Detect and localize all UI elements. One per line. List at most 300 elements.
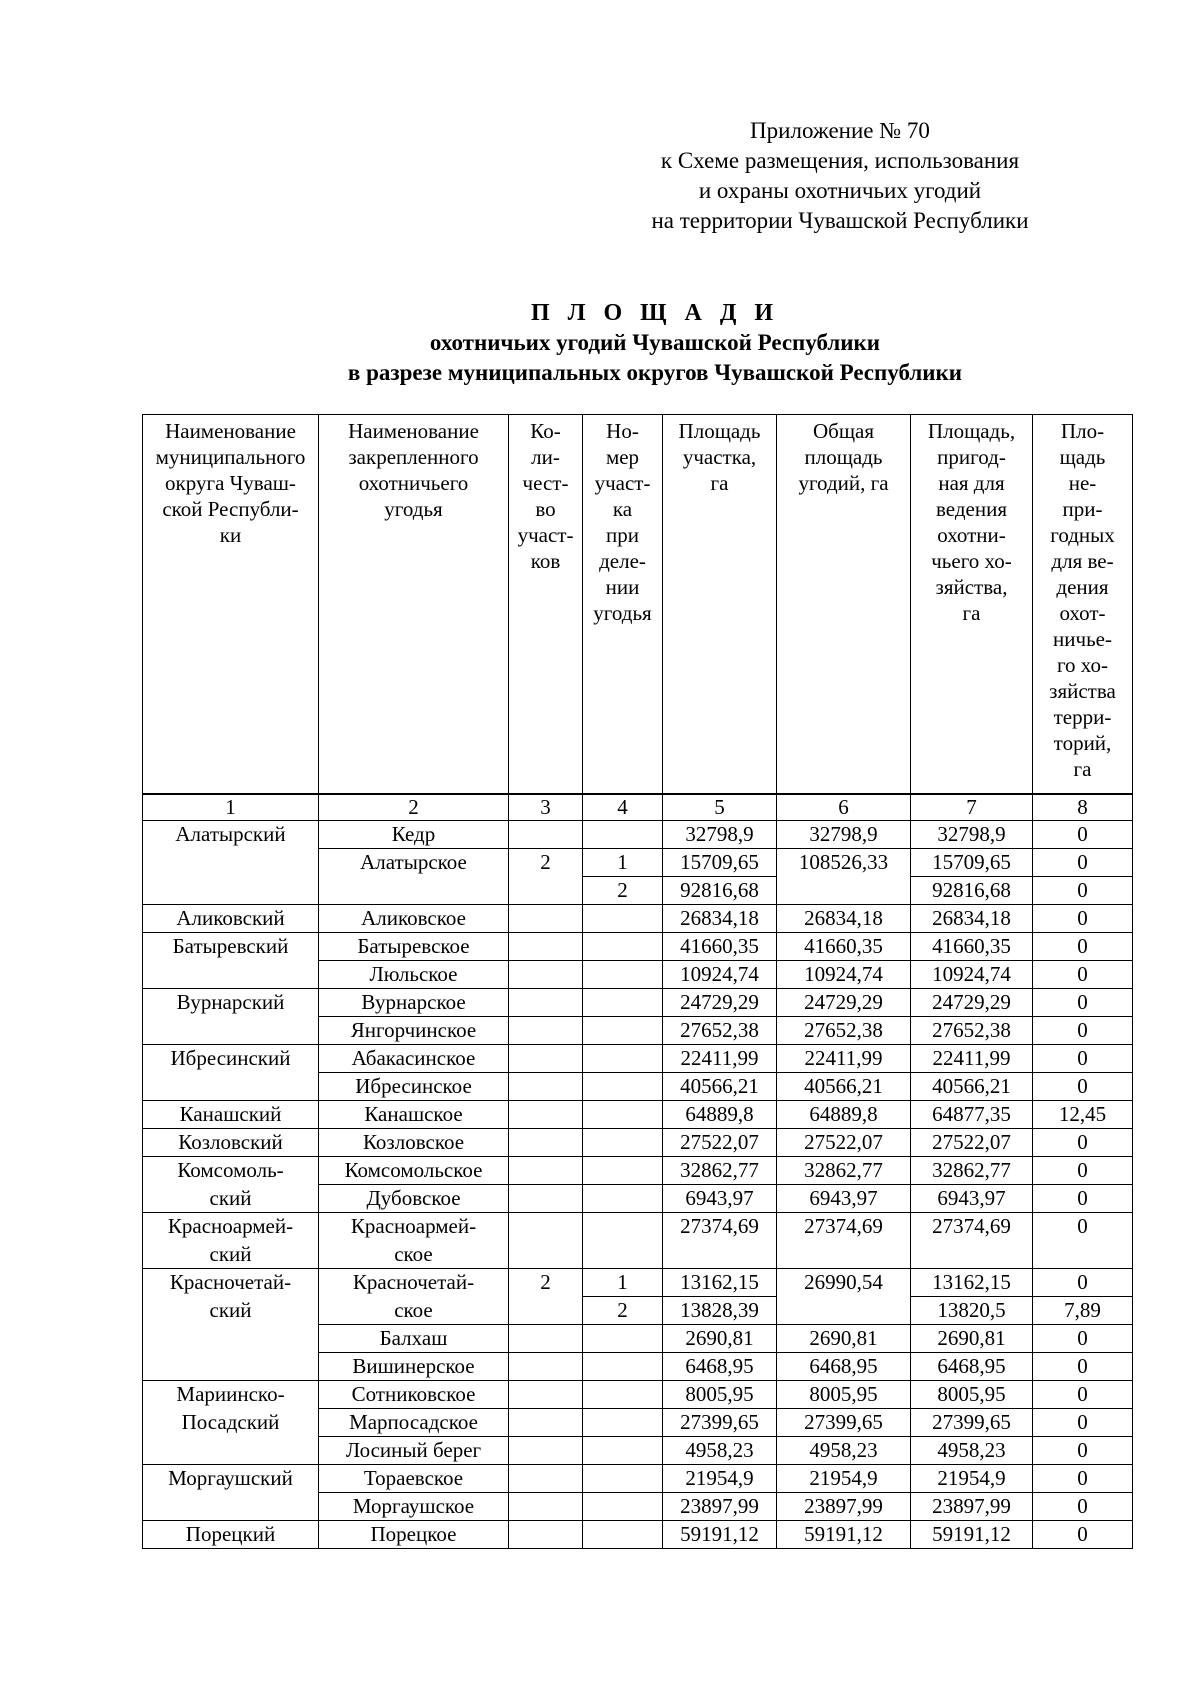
table-cell	[583, 1101, 663, 1129]
table-cell: Алатырский	[143, 821, 319, 849]
table-cell	[509, 1213, 583, 1241]
table-cell	[509, 1353, 583, 1381]
table-cell: 27522,07	[911, 1129, 1033, 1157]
table-cell: 32862,77	[777, 1157, 911, 1185]
table-cell	[583, 933, 663, 961]
table-cell: Марпосадское	[319, 1409, 509, 1437]
table-cell: 6943,97	[777, 1185, 911, 1213]
header-line: ки	[219, 523, 242, 547]
table-cell	[583, 1381, 663, 1409]
table-cell	[509, 989, 583, 1017]
table-cell: 2	[583, 1297, 663, 1325]
table-cell: 41660,35	[663, 933, 777, 961]
header-line: Площадь,	[927, 419, 1016, 443]
header-line: не-	[1068, 471, 1097, 495]
table-cell: 7,89	[1033, 1297, 1133, 1325]
table-cell	[509, 1017, 583, 1045]
table-cell	[777, 1241, 911, 1269]
table-cell: 10924,74	[911, 961, 1033, 989]
table-cell: 15709,65	[663, 849, 777, 877]
table-cell: 24729,29	[911, 989, 1033, 1017]
table-cell: 0	[1033, 1353, 1133, 1381]
heading-subtitle: в разрезе муниципальных округов Чувашской Республики	[347, 360, 963, 385]
table-cell: 23897,99	[663, 1493, 777, 1521]
table-cell: Люльское	[319, 961, 509, 989]
table-cell: Ибресинский	[143, 1045, 319, 1073]
header-line: пригод-	[937, 445, 1006, 469]
table-cell: 41660,35	[911, 933, 1033, 961]
table-cell: Красночетай-	[319, 1269, 509, 1297]
table-cell: 22411,99	[911, 1045, 1033, 1073]
table-cell	[319, 877, 509, 905]
appendix-line: на территории Чувашской Республики	[651, 208, 1029, 233]
table-cell: 24729,29	[663, 989, 777, 1017]
table-row	[143, 1297, 1133, 1325]
table-row	[143, 1129, 1133, 1157]
table-cell: Янгорчинское	[319, 1017, 509, 1045]
table-cell	[143, 1017, 319, 1045]
table-cell	[777, 1297, 911, 1325]
header-line: ков	[530, 549, 561, 573]
table-cell: 26990,54	[777, 1269, 911, 1297]
table-cell: Вишинерское	[319, 1353, 509, 1381]
table-cell: ское	[319, 1297, 509, 1325]
table-cell	[509, 905, 583, 933]
table-cell: 27522,07	[777, 1129, 911, 1157]
table-cell: Лосиный берег	[319, 1437, 509, 1465]
table-cell: Порецкое	[319, 1521, 509, 1549]
header-line: ли-	[531, 445, 560, 469]
table-cell: Порецкий	[143, 1521, 319, 1549]
header-line: ничье-	[1053, 627, 1112, 651]
header-line: ведения	[936, 497, 1007, 521]
table-row	[143, 1073, 1133, 1101]
table-cell: Козловское	[319, 1129, 509, 1157]
column-header	[1033, 415, 1133, 795]
table-cell: 0	[1033, 933, 1133, 961]
table-cell: 2	[509, 1269, 583, 1297]
table-cell	[583, 905, 663, 933]
table-cell: 0	[1033, 877, 1133, 905]
table-cell	[1033, 1241, 1133, 1269]
column-number: 2	[319, 794, 509, 821]
table-row	[143, 821, 1133, 849]
table-cell: Аликовское	[319, 905, 509, 933]
table-cell: 23897,99	[777, 1493, 911, 1521]
table-cell: 2	[509, 849, 583, 877]
column-number: 1	[143, 794, 319, 821]
table-cell: 0	[1033, 989, 1133, 1017]
table-cell	[583, 1185, 663, 1213]
header-line: для ве-	[1051, 549, 1114, 573]
table-cell	[143, 1353, 319, 1381]
header-line: округа Чуваш-	[165, 471, 296, 495]
table-cell	[509, 1493, 583, 1521]
column-header	[777, 415, 911, 795]
table-cell	[583, 1493, 663, 1521]
table-cell: 6468,95	[777, 1353, 911, 1381]
header-line: дения	[1056, 575, 1109, 599]
table-cell: 59191,12	[663, 1521, 777, 1549]
header-line: Площадь	[678, 419, 761, 443]
table-cell: 0	[1033, 1325, 1133, 1353]
table-cell: 8005,95	[911, 1381, 1033, 1409]
table-row	[143, 1269, 1133, 1297]
header-line: угодья	[384, 497, 443, 521]
table-cell: Канашское	[319, 1101, 509, 1129]
table-cell	[509, 1297, 583, 1325]
table-cell: 26834,18	[911, 905, 1033, 933]
table-row	[143, 1465, 1133, 1493]
table-cell: 1	[583, 849, 663, 877]
column-header	[143, 415, 319, 795]
table-cell: Козловский	[143, 1129, 319, 1157]
table-cell	[583, 989, 663, 1017]
table-cell: 13162,15	[663, 1269, 777, 1297]
table-cell: Мариинско-	[143, 1381, 319, 1409]
table-cell	[583, 1325, 663, 1353]
table-cell: Аликовский	[143, 905, 319, 933]
table-cell	[143, 1325, 319, 1353]
appendix-block	[560, 116, 1120, 236]
header-line: торий,	[1053, 731, 1112, 755]
table-cell: Моргаушское	[319, 1493, 509, 1521]
table-cell	[509, 1465, 583, 1493]
table-row	[143, 1437, 1133, 1465]
header-line: при-	[1062, 497, 1103, 521]
table-row	[143, 905, 1133, 933]
header-line: деле-	[599, 549, 646, 573]
table-cell: 8005,95	[777, 1381, 911, 1409]
table-cell	[583, 961, 663, 989]
table-cell: 12,45	[1033, 1101, 1133, 1129]
heading-subtitle: охотничьих угодий Чувашской Республики	[429, 330, 881, 355]
column-header	[911, 415, 1033, 795]
table-cell: 92816,68	[911, 877, 1033, 905]
table-cell: 0	[1033, 905, 1133, 933]
table-cell: Красноармей-	[143, 1213, 319, 1241]
table-cell: 8005,95	[663, 1381, 777, 1409]
column-header	[663, 415, 777, 795]
header-line: щадь	[1059, 445, 1106, 469]
table-cell: Тораевское	[319, 1465, 509, 1493]
table-cell: 40566,21	[777, 1073, 911, 1101]
table-cell: Батыревский	[143, 933, 319, 961]
areas-table	[142, 414, 1133, 1549]
table-cell: 32862,77	[911, 1157, 1033, 1185]
table-cell: 6943,97	[663, 1185, 777, 1213]
header-line: охотничьего	[358, 471, 469, 495]
table-cell: 21954,9	[777, 1465, 911, 1493]
table-cell: Балхаш	[319, 1325, 509, 1353]
table-row	[143, 1101, 1133, 1129]
table-cell: 10924,74	[663, 961, 777, 989]
table-row	[143, 1017, 1133, 1045]
table-row	[143, 1381, 1133, 1409]
header-line: при	[606, 523, 639, 547]
table-cell	[583, 1353, 663, 1381]
table-cell: 41660,35	[777, 933, 911, 961]
table-cell: Комсомоль-	[143, 1157, 319, 1185]
table-row	[143, 1045, 1133, 1073]
column-number-row	[143, 794, 1133, 821]
table-cell: Кедр	[319, 821, 509, 849]
table-cell	[583, 1157, 663, 1185]
appendix-line: к Схеме размещения, использования	[660, 148, 1020, 173]
table-cell	[583, 1521, 663, 1549]
table-cell: 21954,9	[911, 1465, 1033, 1493]
table-cell	[663, 1241, 777, 1269]
table-cell: 59191,12	[911, 1521, 1033, 1549]
appendix-line: и охраны охотничьих угодий	[698, 178, 982, 203]
header-line: ка	[612, 497, 633, 521]
table-cell: 0	[1033, 1465, 1133, 1493]
table-cell: ский	[143, 1297, 319, 1325]
header-line: нии	[605, 575, 640, 599]
table-cell	[509, 1185, 583, 1213]
header-line: га	[710, 471, 729, 495]
table-cell: 10924,74	[777, 961, 911, 989]
table-cell	[583, 1437, 663, 1465]
table-row	[143, 877, 1133, 905]
table-cell: 13828,39	[663, 1297, 777, 1325]
table-cell: 0	[1033, 1409, 1133, 1437]
table-cell: ское	[319, 1241, 509, 1269]
header-line: Общая	[812, 419, 874, 443]
table-cell: Моргаушский	[143, 1465, 319, 1493]
table-cell	[583, 1017, 663, 1045]
table-cell: 0	[1033, 1381, 1133, 1409]
table-cell: 108526,33	[777, 849, 911, 877]
table-cell: 32798,9	[663, 821, 777, 849]
heading-title: П Л О Щ А Д И	[530, 300, 780, 326]
table-cell: Посадский	[143, 1409, 319, 1437]
table-row	[143, 933, 1133, 961]
table-cell: Абакасинское	[319, 1045, 509, 1073]
table-cell	[509, 1241, 583, 1269]
table-cell	[143, 961, 319, 989]
table-cell: 27652,38	[777, 1017, 911, 1045]
table-cell	[509, 1101, 583, 1129]
table-cell: 27522,07	[663, 1129, 777, 1157]
column-number: 4	[583, 794, 663, 821]
table-cell: 27399,65	[663, 1409, 777, 1437]
table-cell	[509, 1045, 583, 1073]
table-cell: 27399,65	[911, 1409, 1033, 1437]
column-header	[583, 415, 663, 795]
table-cell	[509, 933, 583, 961]
table-cell	[583, 821, 663, 849]
table-cell: 2690,81	[911, 1325, 1033, 1353]
table-cell: 0	[1033, 1185, 1133, 1213]
table-cell: 26834,18	[663, 905, 777, 933]
column-number: 6	[777, 794, 911, 821]
table-cell: 0	[1033, 1045, 1133, 1073]
table-cell: 22411,99	[777, 1045, 911, 1073]
table-cell	[509, 1409, 583, 1437]
header-line: чьего хо-	[931, 549, 1012, 573]
table-cell: 2690,81	[777, 1325, 911, 1353]
table-cell: 0	[1033, 849, 1133, 877]
table-cell	[143, 1073, 319, 1101]
header-line: зяйства	[1049, 679, 1116, 703]
column-number: 8	[1033, 794, 1133, 821]
document-heading	[140, 298, 1170, 388]
header-line: Пло-	[1060, 419, 1105, 443]
header-line: зяйства,	[935, 575, 1008, 599]
table-cell: Комсомольское	[319, 1157, 509, 1185]
table-cell	[583, 1241, 663, 1269]
header-line: охот-	[1059, 601, 1106, 625]
header-line: Ко-	[530, 419, 561, 443]
table-cell: Алатырское	[319, 849, 509, 877]
table-cell: Вурнарский	[143, 989, 319, 1017]
table-cell	[509, 1073, 583, 1101]
table-cell: 0	[1033, 1521, 1133, 1549]
table-cell	[509, 1325, 583, 1353]
table-cell: 40566,21	[663, 1073, 777, 1101]
table-cell: 6943,97	[911, 1185, 1033, 1213]
table-cell: 1	[583, 1269, 663, 1297]
header-line: во	[535, 497, 556, 521]
header-line: Наименование	[165, 419, 296, 443]
table-cell: 4958,23	[911, 1437, 1033, 1465]
table-cell: 32862,77	[663, 1157, 777, 1185]
header-line: участка,	[682, 445, 757, 469]
table-cell	[777, 877, 911, 905]
table-cell: Вурнарское	[319, 989, 509, 1017]
table-cell: 0	[1033, 1073, 1133, 1101]
table-cell: 40566,21	[911, 1073, 1033, 1101]
table-cell: 4958,23	[777, 1437, 911, 1465]
table-cell: 4958,23	[663, 1437, 777, 1465]
header-line: закрепленного	[348, 445, 479, 469]
header-line: га	[962, 601, 981, 625]
table-cell	[509, 821, 583, 849]
table-cell: ский	[143, 1241, 319, 1269]
table-cell: 13162,15	[911, 1269, 1033, 1297]
table-row	[143, 1185, 1133, 1213]
table-cell: Канашский	[143, 1101, 319, 1129]
header-line: угодий, га	[798, 471, 889, 495]
table-cell	[509, 1157, 583, 1185]
header-line: мер	[605, 445, 640, 469]
table-row	[143, 1493, 1133, 1521]
table-cell	[583, 1073, 663, 1101]
table-header-row	[143, 415, 1133, 795]
table-cell	[509, 1521, 583, 1549]
table-cell: 0	[1033, 1493, 1133, 1521]
header-line: терри-	[1053, 705, 1112, 729]
table-cell: 64889,8	[777, 1101, 911, 1129]
table-cell	[509, 1129, 583, 1157]
table-cell	[911, 1241, 1033, 1269]
header-line: муниципального	[155, 445, 306, 469]
table-cell: 15709,65	[911, 849, 1033, 877]
table-cell: 64877,35	[911, 1101, 1033, 1129]
table-cell: Дубовское	[319, 1185, 509, 1213]
table-cell	[583, 1129, 663, 1157]
table-cell: 23897,99	[911, 1493, 1033, 1521]
table-cell: 6468,95	[911, 1353, 1033, 1381]
header-line: годных	[1050, 523, 1115, 547]
table-cell: 6468,95	[663, 1353, 777, 1381]
table-cell: 32798,9	[777, 821, 911, 849]
table-cell: Красночетай-	[143, 1269, 319, 1297]
table-cell: 26834,18	[777, 905, 911, 933]
table-cell: 0	[1033, 1213, 1133, 1241]
appendix-line: Приложение № 70	[750, 118, 930, 143]
table-cell: 59191,12	[777, 1521, 911, 1549]
header-line: чест-	[522, 471, 569, 495]
table-cell	[143, 849, 319, 877]
header-line: Но-	[606, 419, 639, 443]
table-cell: Сотниковское	[319, 1381, 509, 1409]
column-header	[509, 415, 583, 795]
table-cell: 0	[1033, 821, 1133, 849]
column-number: 5	[663, 794, 777, 821]
table-cell: 21954,9	[663, 1465, 777, 1493]
table-cell: 2	[583, 877, 663, 905]
header-line: участ-	[517, 523, 574, 547]
header-line: участ-	[594, 471, 651, 495]
table-cell: 0	[1033, 1017, 1133, 1045]
column-header	[319, 415, 509, 795]
table-cell: 27374,69	[777, 1213, 911, 1241]
header-line: Наименование	[348, 419, 479, 443]
table-row	[143, 1241, 1133, 1269]
table-cell: Красноармей-	[319, 1213, 509, 1241]
table-cell: 32798,9	[911, 821, 1033, 849]
table-row	[143, 989, 1133, 1017]
table-row	[143, 1409, 1133, 1437]
table-cell	[143, 1437, 319, 1465]
table-row	[143, 1521, 1133, 1549]
table-cell: 27374,69	[663, 1213, 777, 1241]
table-cell: ский	[143, 1185, 319, 1213]
table-cell	[583, 1213, 663, 1241]
table-cell	[583, 1465, 663, 1493]
table-cell: 22411,99	[663, 1045, 777, 1073]
table-row	[143, 1213, 1133, 1241]
table-cell	[583, 1045, 663, 1073]
table-cell: 27374,69	[911, 1213, 1033, 1241]
table-cell: 0	[1033, 961, 1133, 989]
header-line: площадь	[804, 445, 883, 469]
table-cell: 0	[1033, 1437, 1133, 1465]
header-line: охотни-	[937, 523, 1006, 547]
table-cell	[509, 961, 583, 989]
table-cell	[509, 877, 583, 905]
header-line: го хо-	[1056, 653, 1109, 677]
table-cell: 0	[1033, 1269, 1133, 1297]
table-cell: 27399,65	[777, 1409, 911, 1437]
table-cell	[143, 877, 319, 905]
table-row	[143, 849, 1133, 877]
table-row	[143, 1157, 1133, 1185]
table-cell: 2690,81	[663, 1325, 777, 1353]
column-number: 3	[509, 794, 583, 821]
column-number: 7	[911, 794, 1033, 821]
table-cell: 92816,68	[663, 877, 777, 905]
table-cell	[509, 1437, 583, 1465]
table-cell: 0	[1033, 1157, 1133, 1185]
table-cell: 64889,8	[663, 1101, 777, 1129]
table-cell: 0	[1033, 1129, 1133, 1157]
table-cell: 13820,5	[911, 1297, 1033, 1325]
header-line: ная для	[938, 471, 1005, 495]
table-cell	[143, 1493, 319, 1521]
